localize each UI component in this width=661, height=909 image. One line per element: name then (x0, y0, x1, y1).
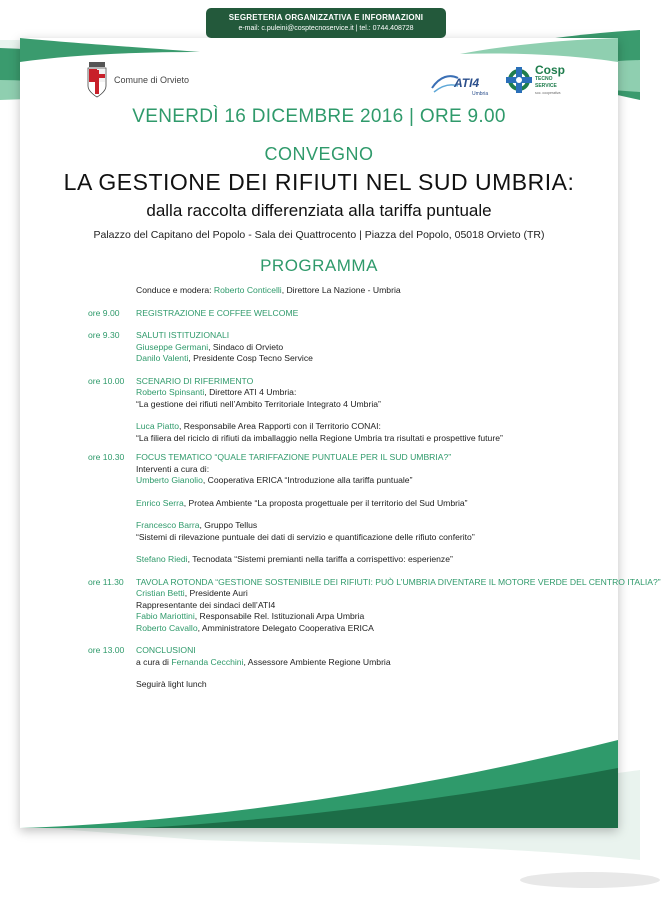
program-section-title: FOCUS TEMATICO “QUALE TARIFFAZIONE PUNTUALE PER IL SUD UMBRIA?” (136, 452, 452, 462)
program-section-title: SCENARIO DI RIFERIMENTO (136, 375, 254, 386)
speaker-name: Danilo Valenti (136, 353, 189, 363)
secretariat-contact: e-mail: c.puleini@cosptecnoservice.it | tel.: 0744.408728 (238, 25, 414, 32)
program-item-conclusions: ore 13.00 CONCLUSIONI a cura di Fernanda Cecchini, Assessore Ambiente Regione Umbria Seguirà light lunch (88, 645, 608, 691)
program-item-greetings: ore 9.30 SALUTI ISTITUZIONALI Giuseppe Germani, Sindaco di Orvieto Danilo Valenti, Presidente Cosp Tecno Service (88, 330, 608, 365)
logo-ati4 (430, 68, 489, 98)
svg-text:ATI4: ATI4 (454, 76, 480, 90)
cosp-logo-line3: soc. cooperativa (535, 90, 561, 95)
program-time: ore 9.30 (88, 330, 120, 340)
speaker-name: Stefano Riedi (136, 554, 188, 564)
orvieto-logo-text: Comune di Orvieto (114, 75, 190, 85)
program-section-title: REGISTRAZIONE E COFFEE WELCOME (136, 307, 299, 318)
orvieto-crest-icon (86, 62, 108, 98)
speaker-name: Fabio Mariottini (136, 611, 195, 621)
speaker-name: Francesco Barra (136, 520, 200, 530)
organizing-secretariat-box (206, 8, 446, 38)
event-date: VENERDÌ 16 DICEMBRE 2016 | ORE 9.00 (132, 106, 506, 127)
speaker-name: Roberto Spinsanti (136, 387, 205, 397)
moderator-line: Conduce e modera: Roberto Conticelli, Direttore La Nazione - Umbria (136, 285, 401, 295)
secretariat-title: SEGRETERIA ORGANIZZATIVA E INFORMAZIONI (228, 13, 424, 22)
program-time: ore 10.00 (88, 375, 125, 386)
talk-title: “Sistemi di rilevazione puntuale dei dati di servizio e quantificazione delle rifiuto conferito” (136, 531, 475, 542)
program-section-title: TAVOLA ROTONDA “GESTIONE SOSTENIBILE DEI RIFIUTI: PUÒ L’UMBRIA DIVENTARE IL MOTORE VERDE DEL CENTRO ITALIA?” (136, 576, 661, 587)
cosp-logo-icon (506, 67, 532, 93)
cosp-logo-line2: SERVICE (535, 82, 557, 89)
program-section-title: CONCLUSIONI (136, 645, 196, 655)
speaker-name: Roberto Cavallo (136, 622, 198, 633)
logo-cosp-tecno-service (506, 62, 572, 98)
program-item-focus: ore 10.30 FOCUS TEMATICO “QUALE TARIFFAZIONE PUNTUALE PER IL SUD UMBRIA?” Interventi a cura di: Umberto Gianolio, Cooperativa ERICA “Introduzione alla tariffa puntuale” Enrico Serra, Protea Ambiente “La proposta progettuale per il territorio del Sud Umbria” Francesco Barra, Gruppo Tellus “Sistemi di rilevazione puntuale dei dati di servizio e quantificazione delle rifiuto conferito” Stefano Riedi, Tecnodata “Sistemi premianti nella tariffa a corrispettivo: esperienze” (88, 452, 608, 566)
event-venue: Palazzo del Capitano del Popolo - Sala dei Quattrocento | Piazza del Popolo, 05018 Orvieto (TR) (93, 229, 545, 241)
speaker-name: Enrico Serra (136, 497, 184, 508)
closing-note: Seguirà light lunch (136, 679, 207, 689)
program-section-title: SALUTI ISTITUZIONALI (136, 330, 230, 340)
speaker-name: Cristian Betti (136, 588, 185, 598)
speaker-name: Luca Piatto (136, 421, 179, 431)
talk-title: “La gestione dei rifiuti nell’Ambito Territoriale Integrato 4 Umbria” (136, 398, 381, 409)
program-time: ore 13.00 (88, 645, 125, 655)
talk-title: “La filiera del riciclo di rifiuti da imballaggio nella Regione Umbria tra risultati e prospettive future” (136, 432, 503, 443)
program-time: ore 9.00 (88, 307, 120, 318)
speaker-name: Giuseppe Germani (136, 341, 209, 352)
svg-text:Umbria: Umbria (472, 91, 489, 97)
program-list (88, 285, 661, 691)
moderator-name: Roberto Conticelli (213, 285, 282, 295)
program-item-registration (88, 308, 608, 320)
speaker-name: Umberto Gianolio (136, 475, 203, 485)
speaker-name: Fernanda Cecchini (171, 656, 244, 667)
cosp-logo-name: Cosp (535, 62, 565, 77)
ati4-logo-icon (430, 68, 489, 98)
logo-comune-orvieto (86, 60, 189, 100)
event-kind: CONVEGNO (264, 144, 374, 164)
event-title: LA GESTIONE DEI RIFIUTI NEL SUD UMBRIA: (63, 169, 575, 195)
program-time: ore 11.30 (88, 576, 124, 587)
event-subtitle: dalla raccolta differenziata alla tariffa puntuale (146, 201, 492, 220)
program-heading: PROGRAMMA (260, 256, 378, 275)
program-item-scenario: ore 10.00 SCENARIO DI RIFERIMENTO Roberto Spinsanti, Direttore ATI 4 Umbria: “La gestione dei rifiuti nell’Ambito Territoriale Integrato 4 Umbria” Luca Piatto, Responsabile Area Rapporti con il Territorio CONAI: “La filiera del riciclo di rifiuti da imballaggio nella Regione Umbria tra risultati e prospettive future” (88, 376, 608, 445)
program-time: ore 10.30 (88, 452, 125, 462)
cosp-logo-line1: TECNO (535, 75, 553, 82)
program-item-round-table: ore 11.30 TAVOLA ROTONDA “GESTIONE SOSTENIBILE DEI RIFIUTI: PUÒ L’UMBRIA DIVENTARE IL MOTORE VERDE DEL CENTRO ITALIA?” Cristian Betti, Presidente Auri Rappresentante dei sindaci dell’ATI4 Fabio Mariottini, Responsabile Rel. Istituzionali Arpa Umbria Roberto Cavallo, Amministratore Delegato Cooperativa ERICA (88, 576, 661, 633)
